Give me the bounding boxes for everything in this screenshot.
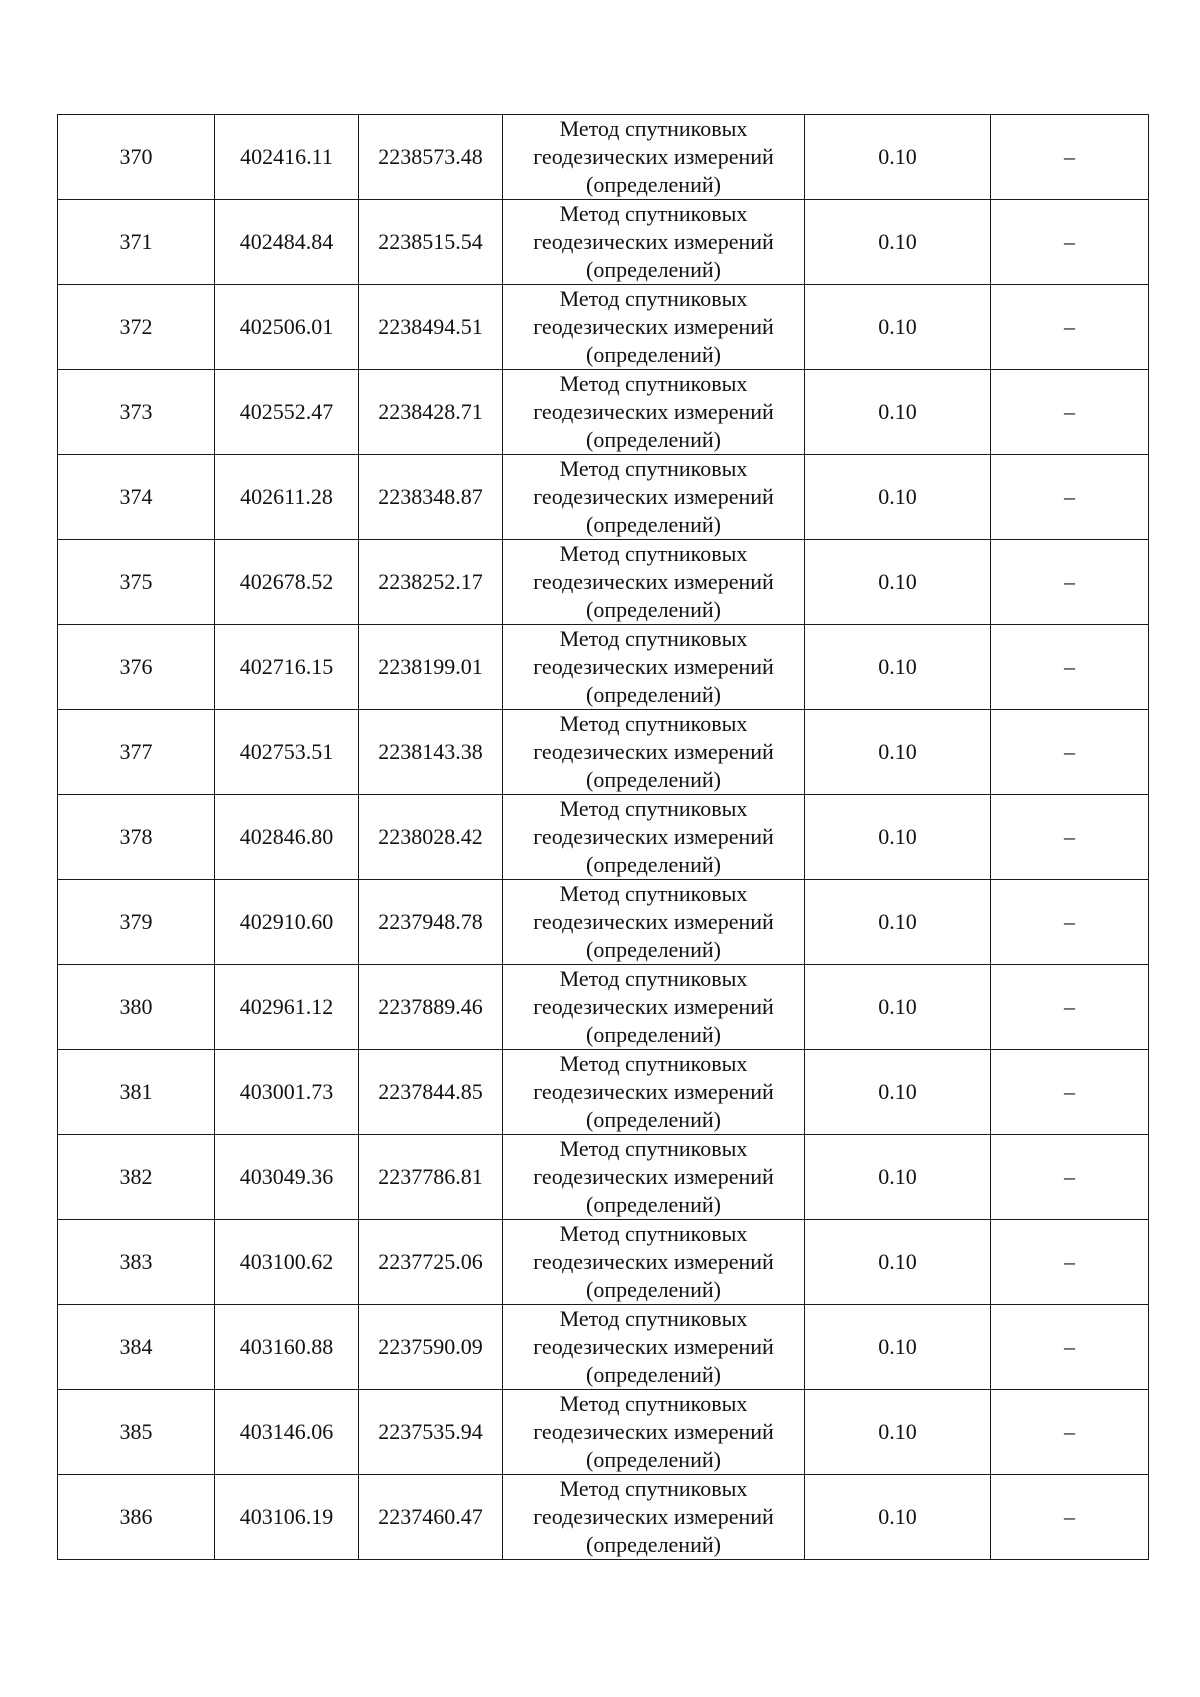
note-cell: – [991,1305,1149,1390]
precision-cell: 0.10 [805,1390,991,1475]
method-cell [503,1135,805,1220]
method-text-line: геодезических измерений [533,739,774,764]
method-text-line: (определений) [586,682,721,707]
table-row [58,1475,1149,1560]
table-row [58,880,1149,965]
method-cell [503,1050,805,1135]
point-number-cell: 376 [58,625,215,710]
method-text-line: геодезических измерений [533,654,774,679]
method-text-line: Метод спутниковых [559,626,748,651]
point-number-cell: 378 [58,795,215,880]
x-coordinate-cell: 402910.60 [215,880,359,965]
note-cell: – [991,370,1149,455]
method-text-line: геодезических измерений [533,1079,774,1104]
x-coordinate-cell: 402846.80 [215,795,359,880]
method-cell [503,285,805,370]
x-coordinate-cell: 402416.11 [215,115,359,200]
table-row [58,710,1149,795]
y-coordinate-cell: 2237889.46 [359,965,503,1050]
method-text-line: геодезических измерений [533,1164,774,1189]
method-cell [503,795,805,880]
method-text-line: (определений) [586,597,721,622]
precision-cell: 0.10 [805,1220,991,1305]
method-cell [503,370,805,455]
method-text-line: геодезических измерений [533,1334,774,1359]
point-number-cell: 374 [58,455,215,540]
precision-cell: 0.10 [805,540,991,625]
method-text-line: (определений) [586,937,721,962]
method-text-line: (определений) [586,1022,721,1047]
table-row [58,455,1149,540]
note-cell: – [991,115,1149,200]
y-coordinate-cell: 2237460.47 [359,1475,503,1560]
method-text-line: (определений) [586,1277,721,1302]
method-cell [503,710,805,795]
method-text-line: (определений) [586,1192,721,1217]
method-text-line: геодезических измерений [533,1249,774,1274]
y-coordinate-cell: 2237535.94 [359,1390,503,1475]
method-cell [503,1475,805,1560]
method-text-line: Метод спутниковых [559,1051,748,1076]
method-text-line: (определений) [586,767,721,792]
x-coordinate-cell: 403146.06 [215,1390,359,1475]
note-cell: – [991,1135,1149,1220]
method-text-line: Метод спутниковых [559,966,748,991]
precision-cell: 0.10 [805,710,991,795]
coordinates-table [57,114,1149,1560]
table-row [58,795,1149,880]
method-text-line: геодезических измерений [533,399,774,424]
table-row [58,1135,1149,1220]
method-text-line: геодезических измерений [533,824,774,849]
method-text-line: Метод спутниковых [559,116,748,141]
method-text-line: (определений) [586,257,721,282]
method-text-line: Метод спутниковых [559,1391,748,1416]
method-text-line: геодезических измерений [533,314,774,339]
method-cell [503,1390,805,1475]
precision-cell: 0.10 [805,285,991,370]
x-coordinate-cell: 403106.19 [215,1475,359,1560]
method-text-line: Метод спутниковых [559,1306,748,1331]
method-text-line: (определений) [586,172,721,197]
note-cell: – [991,795,1149,880]
x-coordinate-cell: 402611.28 [215,455,359,540]
point-number-cell: 385 [58,1390,215,1475]
method-text-line: Метод спутниковых [559,711,748,736]
note-cell: – [991,1390,1149,1475]
x-coordinate-cell: 402961.12 [215,965,359,1050]
y-coordinate-cell: 2238573.48 [359,115,503,200]
y-coordinate-cell: 2237786.81 [359,1135,503,1220]
point-number-cell: 372 [58,285,215,370]
precision-cell: 0.10 [805,965,991,1050]
y-coordinate-cell: 2238348.87 [359,455,503,540]
precision-cell: 0.10 [805,115,991,200]
y-coordinate-cell: 2238199.01 [359,625,503,710]
point-number-cell: 384 [58,1305,215,1390]
method-text-line: геодезических измерений [533,144,774,169]
y-coordinate-cell: 2237948.78 [359,880,503,965]
x-coordinate-cell: 402484.84 [215,200,359,285]
method-text-line: Метод спутниковых [559,286,748,311]
method-text-line: (определений) [586,427,721,452]
precision-cell: 0.10 [805,1305,991,1390]
x-coordinate-cell: 402716.15 [215,625,359,710]
note-cell: – [991,965,1149,1050]
y-coordinate-cell: 2238515.54 [359,200,503,285]
method-text-line: геодезических измерений [533,1504,774,1529]
method-text-line: геодезических измерений [533,484,774,509]
table-row [58,370,1149,455]
point-number-cell: 381 [58,1050,215,1135]
method-cell [503,455,805,540]
precision-cell: 0.10 [805,1050,991,1135]
table-row [58,1220,1149,1305]
table-row [58,115,1149,200]
x-coordinate-cell: 402506.01 [215,285,359,370]
x-coordinate-cell: 403160.88 [215,1305,359,1390]
method-cell [503,200,805,285]
note-cell: – [991,710,1149,795]
method-text-line: (определений) [586,512,721,537]
method-text-line: (определений) [586,1447,721,1472]
coordinates-table-body [58,115,1149,1560]
precision-cell: 0.10 [805,370,991,455]
method-text-line: Метод спутниковых [559,201,748,226]
table-row [58,965,1149,1050]
x-coordinate-cell: 403001.73 [215,1050,359,1135]
y-coordinate-cell: 2237844.85 [359,1050,503,1135]
method-text-line: геодезических измерений [533,1419,774,1444]
method-cell [503,115,805,200]
x-coordinate-cell: 402678.52 [215,540,359,625]
precision-cell: 0.10 [805,795,991,880]
y-coordinate-cell: 2238494.51 [359,285,503,370]
method-text-line: (определений) [586,1532,721,1557]
note-cell: – [991,625,1149,710]
note-cell: – [991,540,1149,625]
point-number-cell: 386 [58,1475,215,1560]
note-cell: – [991,285,1149,370]
note-cell: – [991,1050,1149,1135]
method-text-line: Метод спутниковых [559,796,748,821]
table-row [58,285,1149,370]
method-text-line: Метод спутниковых [559,881,748,906]
note-cell: – [991,1475,1149,1560]
method-cell [503,965,805,1050]
method-text-line: геодезических измерений [533,229,774,254]
precision-cell: 0.10 [805,625,991,710]
method-cell [503,880,805,965]
note-cell: – [991,200,1149,285]
precision-cell: 0.10 [805,200,991,285]
point-number-cell: 380 [58,965,215,1050]
x-coordinate-cell: 402753.51 [215,710,359,795]
table-row [58,540,1149,625]
y-coordinate-cell: 2237590.09 [359,1305,503,1390]
x-coordinate-cell: 403049.36 [215,1135,359,1220]
method-text-line: Метод спутниковых [559,1221,748,1246]
point-number-cell: 370 [58,115,215,200]
method-text-line: (определений) [586,852,721,877]
table-row [58,200,1149,285]
point-number-cell: 382 [58,1135,215,1220]
method-cell [503,1220,805,1305]
method-text-line: Метод спутниковых [559,1476,748,1501]
method-text-line: (определений) [586,1107,721,1132]
point-number-cell: 373 [58,370,215,455]
point-number-cell: 383 [58,1220,215,1305]
y-coordinate-cell: 2238428.71 [359,370,503,455]
table-row [58,625,1149,710]
method-cell [503,1305,805,1390]
point-number-cell: 371 [58,200,215,285]
y-coordinate-cell: 2238143.38 [359,710,503,795]
y-coordinate-cell: 2238028.42 [359,795,503,880]
precision-cell: 0.10 [805,1135,991,1220]
point-number-cell: 375 [58,540,215,625]
point-number-cell: 377 [58,710,215,795]
table-row [58,1390,1149,1475]
y-coordinate-cell: 2237725.06 [359,1220,503,1305]
precision-cell: 0.10 [805,880,991,965]
y-coordinate-cell: 2238252.17 [359,540,503,625]
precision-cell: 0.10 [805,1475,991,1560]
method-text-line: (определений) [586,1362,721,1387]
method-text-line: геодезических измерений [533,909,774,934]
method-text-line: геодезических измерений [533,569,774,594]
point-number-cell: 379 [58,880,215,965]
x-coordinate-cell: 403100.62 [215,1220,359,1305]
method-cell [503,625,805,710]
x-coordinate-cell: 402552.47 [215,370,359,455]
method-text-line: Метод спутниковых [559,371,748,396]
note-cell: – [991,1220,1149,1305]
table-row [58,1050,1149,1135]
method-text-line: (определений) [586,342,721,367]
method-text-line: Метод спутниковых [559,456,748,481]
note-cell: – [991,880,1149,965]
method-text-line: геодезических измерений [533,994,774,1019]
method-text-line: Метод спутниковых [559,541,748,566]
table-row [58,1305,1149,1390]
method-text-line: Метод спутниковых [559,1136,748,1161]
precision-cell: 0.10 [805,455,991,540]
method-cell [503,540,805,625]
note-cell: – [991,455,1149,540]
